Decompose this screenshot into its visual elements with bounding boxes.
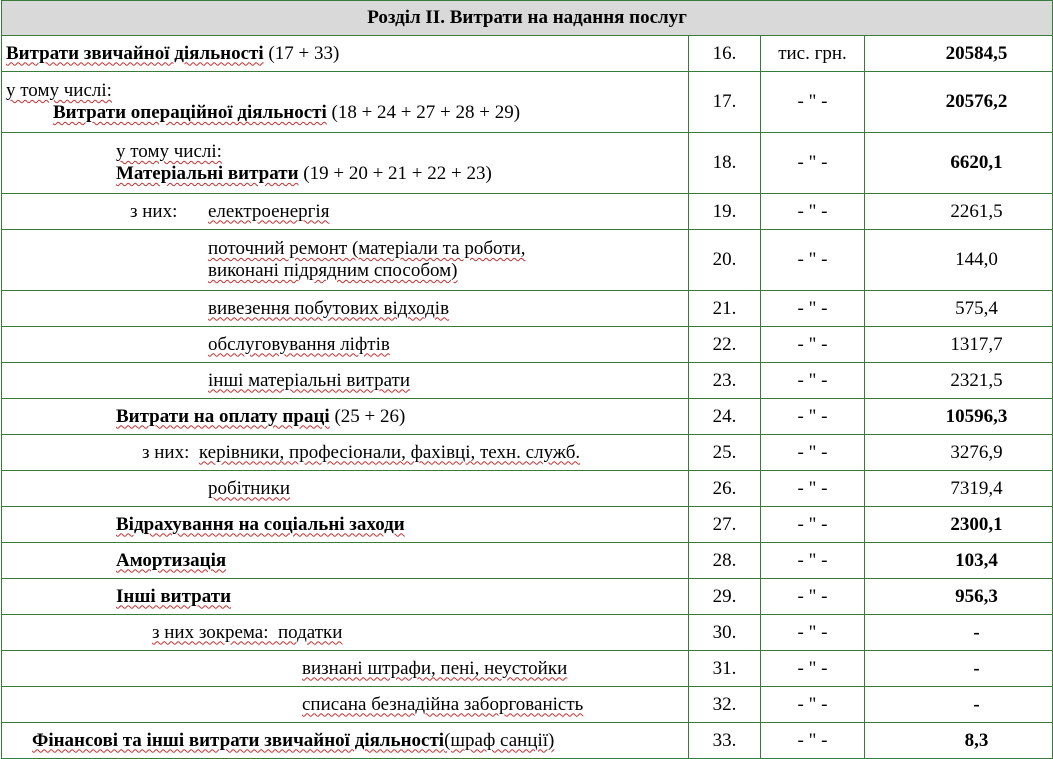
table-row — [2, 133, 1053, 194]
item-label — [2, 399, 689, 435]
row-number: 23. — [689, 363, 761, 399]
table-row — [2, 507, 1053, 543]
unit: - " - — [761, 194, 865, 230]
row-number: 24. — [689, 399, 761, 435]
item-label — [2, 651, 689, 687]
item-label — [2, 327, 689, 363]
unit: - " - — [761, 615, 865, 651]
row-number: 28. — [689, 543, 761, 579]
item-label — [2, 471, 689, 507]
item-label — [2, 36, 689, 72]
label-segment: електроенергія — [208, 200, 330, 222]
value: - — [865, 651, 1053, 687]
value: 20584,5 — [865, 36, 1053, 72]
label-segment: Амортизація — [116, 549, 227, 571]
table-row — [2, 435, 1053, 471]
label-segment: податки — [278, 621, 343, 643]
value: 1317,7 — [865, 327, 1053, 363]
item-label — [2, 194, 689, 230]
table-row — [2, 651, 1053, 687]
label-segment: (25 + 26) — [329, 405, 406, 427]
item-label — [2, 363, 689, 399]
label-segment: визнані штрафи, пені, неустойки — [302, 657, 568, 679]
label-segment: поточний ремонт (матеріали та роботи, — [208, 238, 526, 259]
table-row — [2, 687, 1053, 723]
value: 144,0 — [865, 230, 1053, 291]
row-number: 31. — [689, 651, 761, 687]
label-segment: (19 + 20 + 21 + 22 + 23) — [298, 163, 492, 184]
row-number: 22. — [689, 327, 761, 363]
value: 956,3 — [865, 579, 1053, 615]
value: 2261,5 — [865, 194, 1053, 230]
label-segment: (18 + 24 + 27 + 28 + 29) — [326, 102, 521, 123]
table-row — [2, 615, 1053, 651]
label-segment: Інші витрати — [116, 585, 232, 607]
label-segment: інші матеріальні витрати — [208, 369, 410, 391]
value: 2321,5 — [865, 363, 1053, 399]
row-number: 17. — [689, 72, 761, 133]
item-label — [2, 543, 689, 579]
label-segment — [34, 102, 53, 123]
table-row — [2, 723, 1053, 759]
item-label — [2, 615, 689, 651]
row-number: 33. — [689, 723, 761, 759]
table-row — [2, 327, 1053, 363]
table-row — [2, 72, 1053, 133]
prefix-label: з них: — [130, 200, 178, 222]
unit: - " - — [761, 230, 865, 291]
label-segment: з них зокрема: — [152, 621, 279, 643]
expenses-table — [1, 0, 1053, 759]
value: - — [865, 615, 1053, 651]
value: 6620,1 — [865, 133, 1053, 194]
label-segment: виконані підрядним способом) — [208, 260, 458, 281]
table-row — [2, 291, 1053, 327]
item-label — [2, 435, 689, 471]
label-segment: у тому числі: — [6, 80, 112, 101]
row-number: 20. — [689, 230, 761, 291]
item-label — [2, 687, 689, 723]
row-number: 27. — [689, 507, 761, 543]
value: 8,3 — [865, 723, 1053, 759]
value: 103,4 — [865, 543, 1053, 579]
unit: - " - — [761, 363, 865, 399]
label-segment: (шраф санції) — [444, 729, 555, 751]
table-row — [2, 194, 1053, 230]
unit: тис. грн. — [761, 36, 865, 72]
label-segment: обслуговування ліфтів — [208, 333, 390, 355]
label-segment: Витрати звичайної діяльності — [6, 42, 264, 64]
unit: - " - — [761, 291, 865, 327]
value: 20576,2 — [865, 72, 1053, 133]
row-number: 32. — [689, 687, 761, 723]
unit: - " - — [761, 72, 865, 133]
unit: - " - — [761, 543, 865, 579]
label-segment: Витрати на оплату праці — [116, 405, 330, 427]
label-segment: у тому числі: — [116, 141, 222, 162]
row-number: 21. — [689, 291, 761, 327]
label-segment: (17 + 33) — [263, 42, 340, 64]
unit: - " - — [761, 133, 865, 194]
value: - — [865, 687, 1053, 723]
item-label — [2, 723, 689, 759]
unit: - " - — [761, 327, 865, 363]
item-label — [2, 579, 689, 615]
section-title: Розділ II. Витрати на надання послуг — [2, 1, 1053, 36]
label-segment: робітники — [208, 477, 290, 499]
table-row — [2, 399, 1053, 435]
table-row — [2, 36, 1053, 72]
label-segment: вивезення побутових відходів — [208, 297, 450, 319]
unit: - " - — [761, 471, 865, 507]
row-number: 16. — [689, 36, 761, 72]
row-number: 19. — [689, 194, 761, 230]
item-label — [2, 507, 689, 543]
label-segment: з них: — [142, 441, 199, 463]
unit: - " - — [761, 435, 865, 471]
unit: - " - — [761, 579, 865, 615]
section-header-row — [2, 1, 1053, 36]
table-row — [2, 579, 1053, 615]
item-label — [2, 133, 689, 194]
item-label — [2, 230, 689, 291]
unit: - " - — [761, 651, 865, 687]
label-segment: керівники, професіонали, фахівці, техн. служб. — [198, 441, 581, 463]
value: 3276,9 — [865, 435, 1053, 471]
value: 575,4 — [865, 291, 1053, 327]
table-row — [2, 363, 1053, 399]
unit: - " - — [761, 507, 865, 543]
value: 7319,4 — [865, 471, 1053, 507]
unit: - " - — [761, 399, 865, 435]
label-segment: Витрати операційної діяльності — [53, 102, 327, 123]
unit: - " - — [761, 723, 865, 759]
value: 2300,1 — [865, 507, 1053, 543]
row-number: 18. — [689, 133, 761, 194]
item-label — [2, 291, 689, 327]
label-segment: Матеріальні витрати — [116, 163, 299, 184]
label-segment: Відрахування на соціальні заходи — [116, 513, 405, 535]
row-number: 26. — [689, 471, 761, 507]
label-segment: Фінансові та інші витрати звичайної діяльності — [32, 729, 445, 751]
table-row — [2, 230, 1053, 291]
row-number: 30. — [689, 615, 761, 651]
value: 10596,3 — [865, 399, 1053, 435]
unit: - " - — [761, 687, 865, 723]
label-segment: списана безнадійна заборгованість — [302, 693, 584, 715]
item-label — [2, 72, 689, 133]
table-row — [2, 471, 1053, 507]
row-number: 29. — [689, 579, 761, 615]
table-row — [2, 543, 1053, 579]
row-number: 25. — [689, 435, 761, 471]
